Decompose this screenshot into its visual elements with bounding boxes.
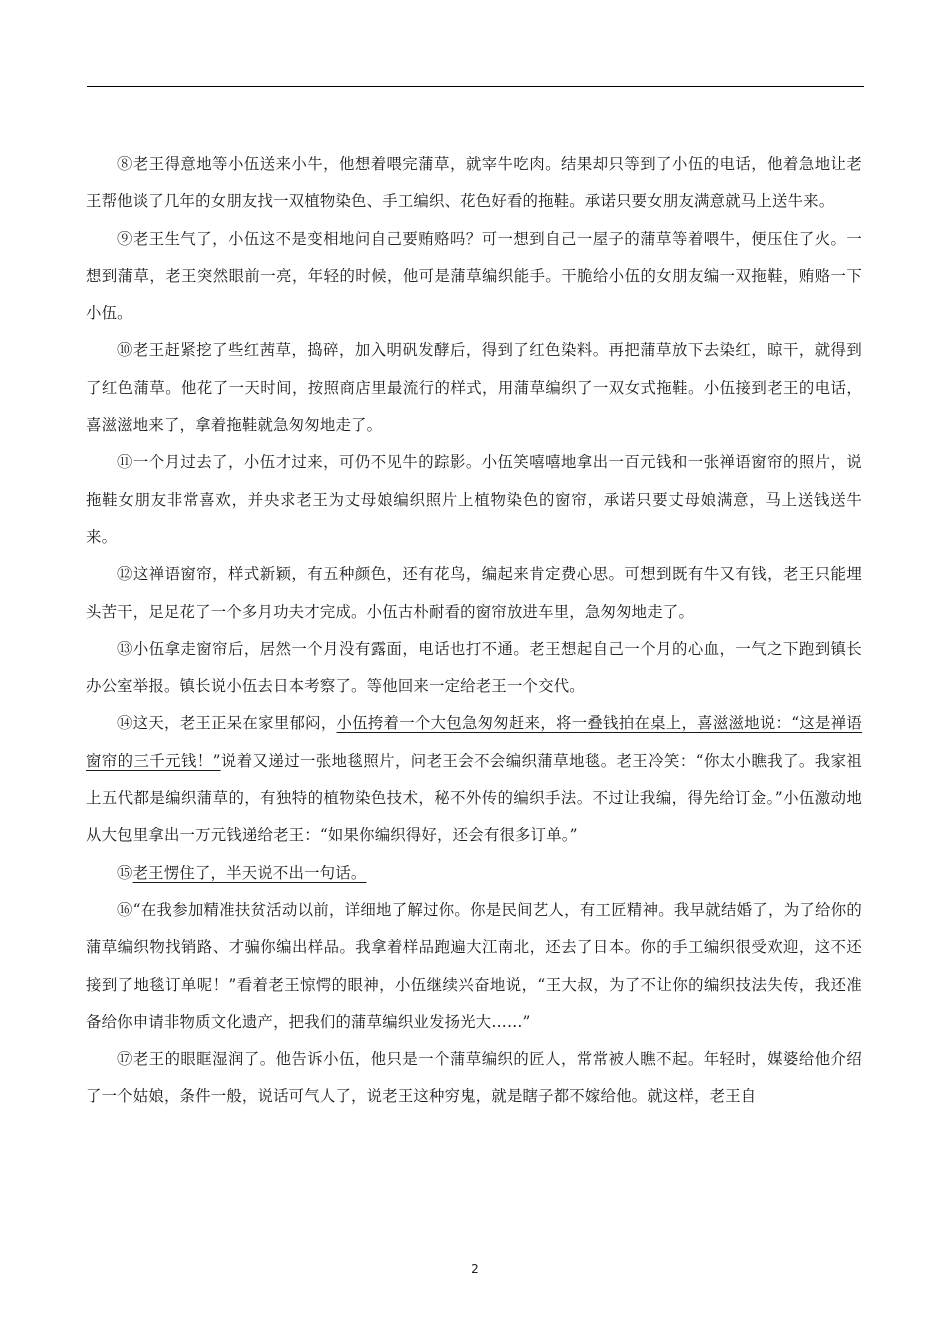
- paragraph-14-rest: 说着又递过一张地毯照片，问老王会不会编织蒲草地毯。老王冷笑：“你太小瞧我了。我家祖上五代都是编织蒲草的，有独特的植物染色技术，秘不外传的编织手法。不过让我编，得先给订金。”小伍激动地从大包里拿出一万元钱递给老王：“如果你编织得好，还会有很多订单。”: [86, 751, 862, 845]
- underlined-sentence: 老王愣住了，半天说不出一句话。: [132, 863, 367, 882]
- page-number: 2: [471, 1262, 479, 1276]
- paragraph-14-lead: ⑭这天，老王正呆在家里郁闷，: [117, 714, 337, 733]
- paragraph-12: ⑫这禅语窗帘，样式新颖，有五种颜色，还有花鸟，编起来肯定费心思。可想到既有牛又有钱，老王只能埋头苦干，足足花了一个多月功夫才完成。小伍古朴耐看的窗帘放进车里，急匆匆地走了。: [86, 565, 862, 621]
- paragraph-8: ⑧老王得意地等小伍送来小牛，他想着喂完蒲草，就宰牛吃肉。结果却只等到了小伍的电话，他着急地让老王帮他谈了几年的女朋友找一双植物染色、手工编织、花色好看的拖鞋。承诺只要女朋友满意就马上送牛来。: [86, 155, 862, 211]
- paragraph-13: ⑬小伍拿走窗帘后，居然一个月没有露面，电话也打不通。老王想起自己一个月的心血，一气之下跑到镇长办公室举报。镇长说小伍去日本考察了。等他回来一定给老王一个交代。: [86, 639, 862, 696]
- article-body: [86, 146, 862, 1116]
- header-rule: [87, 86, 864, 87]
- paragraph-9: ⑨老王生气了，小伍这不是变相地问自己要贿赂吗？可一想到自己一屋子的蒲草等着喂牛，便压住了火。一想到蒲草，老王突然眼前一亮，年轻的时候，他可是蒲草编织能手。干脆给小伍的女朋友编一双拖鞋，贿赂一下小伍。: [86, 229, 862, 323]
- paragraph-11: ⑪一个月过去了，小伍才过来，可仍不见牛的踪影。小伍笑嘻嘻地拿出一百元钱和一张禅语窗帘的照片，说拖鞋女朋友非常喜欢，并央求老王为丈母娘编织照片上植物染色的窗帘，承诺只要丈母娘满意，马上送钱送牛来。: [86, 453, 862, 546]
- underlined-sentence: 小伍挎着一个大包急匆匆赶来，将一叠钱拍在桌上，喜滋滋地说：“这是禅语窗帘的三千元钱！”: [86, 714, 862, 770]
- paragraph-15: [86, 855, 862, 892]
- paragraph-15-marker: ⑮: [117, 863, 133, 882]
- paragraph-16: ⑯“在我参加精准扶贫活动以前，详细地了解过你。你是民间艺人，有工匠精神。我早就结婚了，为了给你的蒲草编织物找销路、才骗你编出样品。我拿着样品跑遍大江南北，还去了日本。你的手工编织很受欢迎，这不还接到了地毯订单呢！”看着老王惊愕的眼神，小伍继续兴奋地说，“王大叔，为了不让你的编织技法失传，我还准备给你申请非物质文化遗产，把我们的蒲草编织业发扬光大……”: [86, 900, 862, 1031]
- paragraph-17: ⑰老王的眼眶湿润了。他告诉小伍，他只是一个蒲草编织的匠人，常常被人瞧不起。年轻时，媒婆给他介绍了一个姑娘，条件一般，说话可气人了，说老王这种穷鬼，就是瞎子都不嫁给他。就这样，老王自: [86, 1050, 862, 1106]
- paragraph-14: [86, 705, 862, 854]
- paragraph-10: ⑩老王赶紧挖了些红茜草，捣碎，加入明矾发酵后，得到了红色染料。再把蒲草放下去染红，晾干，就得到了红色蒲草。他花了一天时间，按照商店里最流行的样式，用蒲草编织了一双女式拖鞋。小伍接到老王的电话，喜滋滋地来了，拿着拖鞋就急匆匆地走了。: [86, 341, 862, 435]
